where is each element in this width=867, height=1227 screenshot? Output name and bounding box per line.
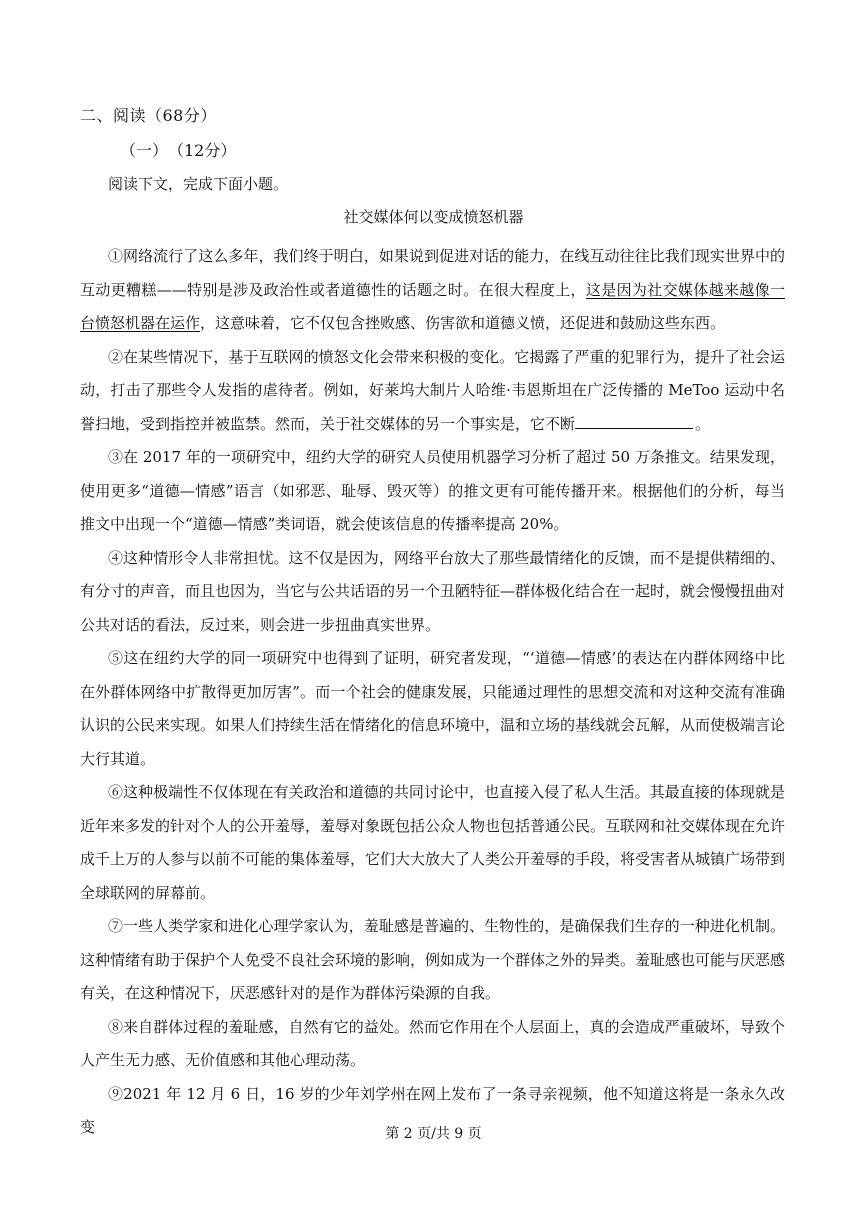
- paragraph-1-text-b: ，这意味着，它不仅包含挫败感、伤害欲和道德义愤，还促进和鼓励这些东西。: [200, 314, 726, 332]
- article-title: 社交媒体何以变成愤怒机器: [343, 208, 524, 226]
- paragraph-3: ③在 2017 年的一项研究中，纽约大学的研究人员使用机器学习分析了超过 50 万条推文。结果发现，使用更多“道德—情感”语言（如邪恶、耻辱、毁灭等）的推文更有可能传播开来。根据他们的分析，每当推文中出现一个“道德—情感”类词语，就会使该信息的传播率提高 20%。: [80, 448, 785, 533]
- page-footer: 第 2 页/共 9 页: [385, 1126, 482, 1142]
- underlined-sentence: 这是因为社交媒体越来越像一台愤怒机器在运作: [80, 280, 785, 332]
- paragraph-2-text-a: ②在某些情况下，基于互联网的愤怒文化会带来积极的变化。它揭露了严重的犯罪行为，提升了社会运动，打击了那些令人发指的虐待者。例如，好莱坞大制片人哈维·韦恩斯坦在广泛传播的 MeToo 运动中名誉扫地，受到指控并被监禁。然而，关于社交媒体的另一个事实是，它不断: [80, 347, 785, 433]
- paragraph-7: ⑦一些人类学家和进化心理学家认为，羞耻感是普遍的、生物性的，是确保我们生存的一种进化机制。这种情绪有助于保护个人免受不良社会环境的影响，例如成为一个群体之外的异类。羞耻感也可能与厌恶感有关，在这种情况下，厌恶感针对的是作为群体污染源的自我。: [80, 917, 786, 1002]
- paragraph-5: ⑤这在纽约大学的同一项研究中也得到了证明，研究者发现，“‘道德—情感’的表达在内群体网络中比在外群体网络中扩散得更加厉害”。而一个社会的健康发展，只能通过理性的思想交流和对这种交流有准确认识的公民来实现。如果人们持续生活在情绪化的信息环境中，温和立场的基线就会瓦解，从而使极端言论大行其道。: [80, 649, 786, 768]
- article-body: [80, 240, 785, 1145]
- subsection-heading: （一） （12分）: [120, 141, 237, 160]
- paragraph-2: [80, 341, 785, 442]
- paragraph-9: ⑨2021 年 12 月 6 日，16 岁的少年刘学州在网上发布了一条寻亲视频，他不知道这将是一条永久改变: [80, 1084, 785, 1136]
- paragraph-1: [80, 240, 785, 341]
- paragraph-2-text-b: 。: [695, 414, 711, 433]
- paragraph-6: ⑥这种极端性不仅体现在有关政治和道德的共同讨论中，也直接入侵了私人生活。其最直接的体现就是近年来多发的针对个人的公开羞辱，羞辱对象既包括公众人物也包括普通公民。互联网和社交媒体现在允许成千上万的人参与以前不可能的集体羞辱，它们大大放大了人类公开羞辱的手段，将受害者从城镇广场带到全球联网的屏幕前。: [80, 783, 786, 902]
- fill-in-blank: [575, 414, 693, 429]
- instruction-text: 阅读下文，完成下面小题。: [108, 175, 289, 193]
- paragraph-8: ⑧来自群体过程的羞耻感，自然有它的益处。然而它作用在个人层面上，真的会造成严重破坏，导致个人产生无力感、无价值感和其他心理动荡。: [80, 1017, 785, 1069]
- paragraph-4: ④这种情形令人非常担忧。这不仅是因为，网络平台放大了那些最情绪化的反馈，而不是提供精细的、有分寸的声音，而且也因为，当它与公共话语的另一个丑陋特征—群体极化结合在一起时，就会慢慢扭曲对公共对话的看法，反过来，则会进一步扭曲真实世界。: [80, 548, 786, 634]
- paragraph-1-text-a: ①网络流行了这么多年，我们终于明白，如果说到促进对话的能力，在线互动往往比我们现实世界中的互动更糟糕——特别是涉及政治性或者道德性的话题之时。在很大程度上，: [80, 247, 785, 299]
- section-heading: 二、阅读（68分）: [80, 106, 217, 125]
